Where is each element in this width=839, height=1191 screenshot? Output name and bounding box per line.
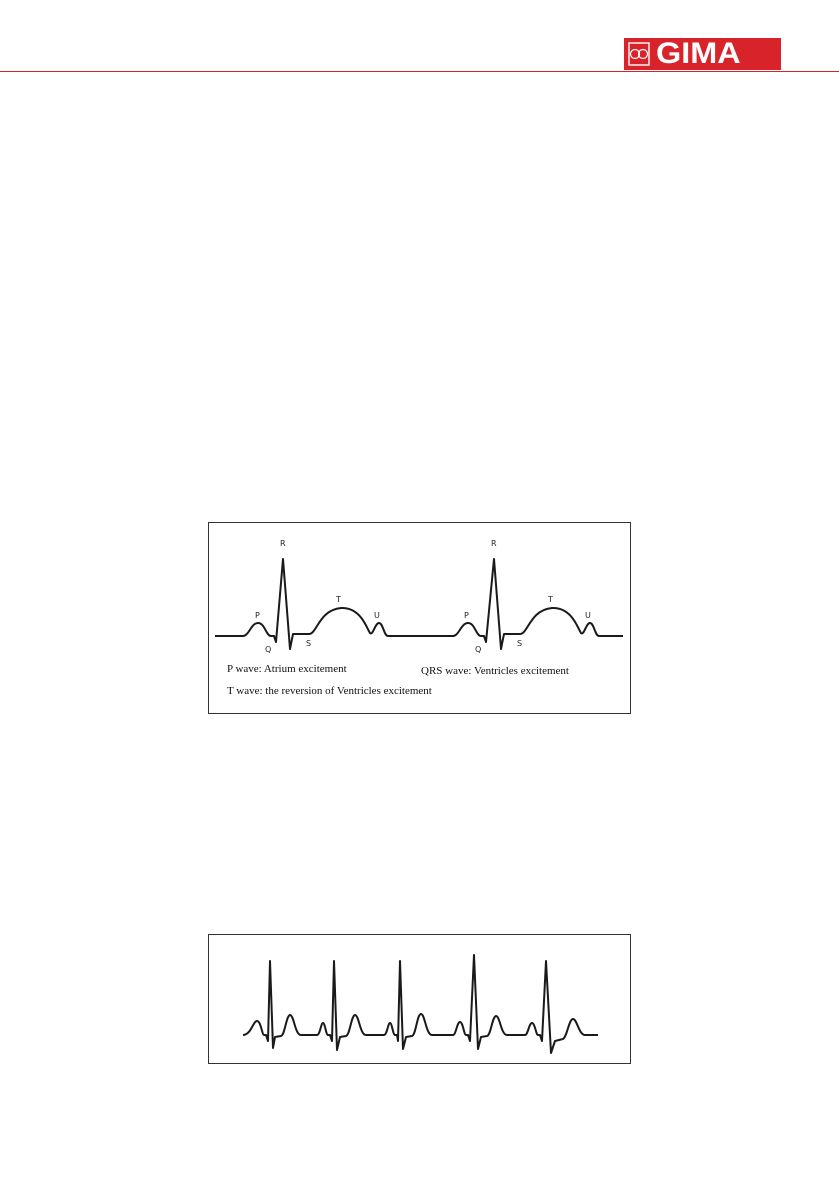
t-label-2: T bbox=[548, 595, 553, 604]
header-rule bbox=[0, 71, 839, 72]
brand-name: GIMA bbox=[656, 37, 741, 70]
p-label-2: P bbox=[464, 611, 469, 620]
q-label-2: Q bbox=[475, 645, 482, 654]
t-label-1: T bbox=[336, 595, 341, 604]
ecg-annotated-figure bbox=[208, 522, 631, 714]
gima-emblem-icon bbox=[628, 42, 650, 66]
p-wave-caption: P wave: Atrium excitement bbox=[227, 663, 347, 675]
r-label-2: R bbox=[491, 539, 497, 548]
u-label-2: U bbox=[585, 611, 591, 620]
s-label-1: S bbox=[306, 639, 312, 648]
t-wave-caption: T wave: the reversion of Ventricles excitement bbox=[227, 685, 432, 697]
p-label-1: P bbox=[255, 611, 260, 620]
r-label-1: R bbox=[280, 539, 286, 548]
qrs-wave-caption: QRS wave: Ventricles excitement bbox=[421, 665, 569, 677]
q-label-1: Q bbox=[265, 645, 272, 654]
s-label-2: S bbox=[517, 639, 523, 648]
ecg-rhythm-strip bbox=[209, 935, 630, 1063]
ecg-rhythm-strip-figure bbox=[208, 934, 631, 1064]
rhythm-trace bbox=[243, 955, 598, 1053]
gima-logo bbox=[624, 38, 781, 70]
ecg-trace bbox=[215, 559, 623, 649]
u-label-1: U bbox=[374, 611, 380, 620]
